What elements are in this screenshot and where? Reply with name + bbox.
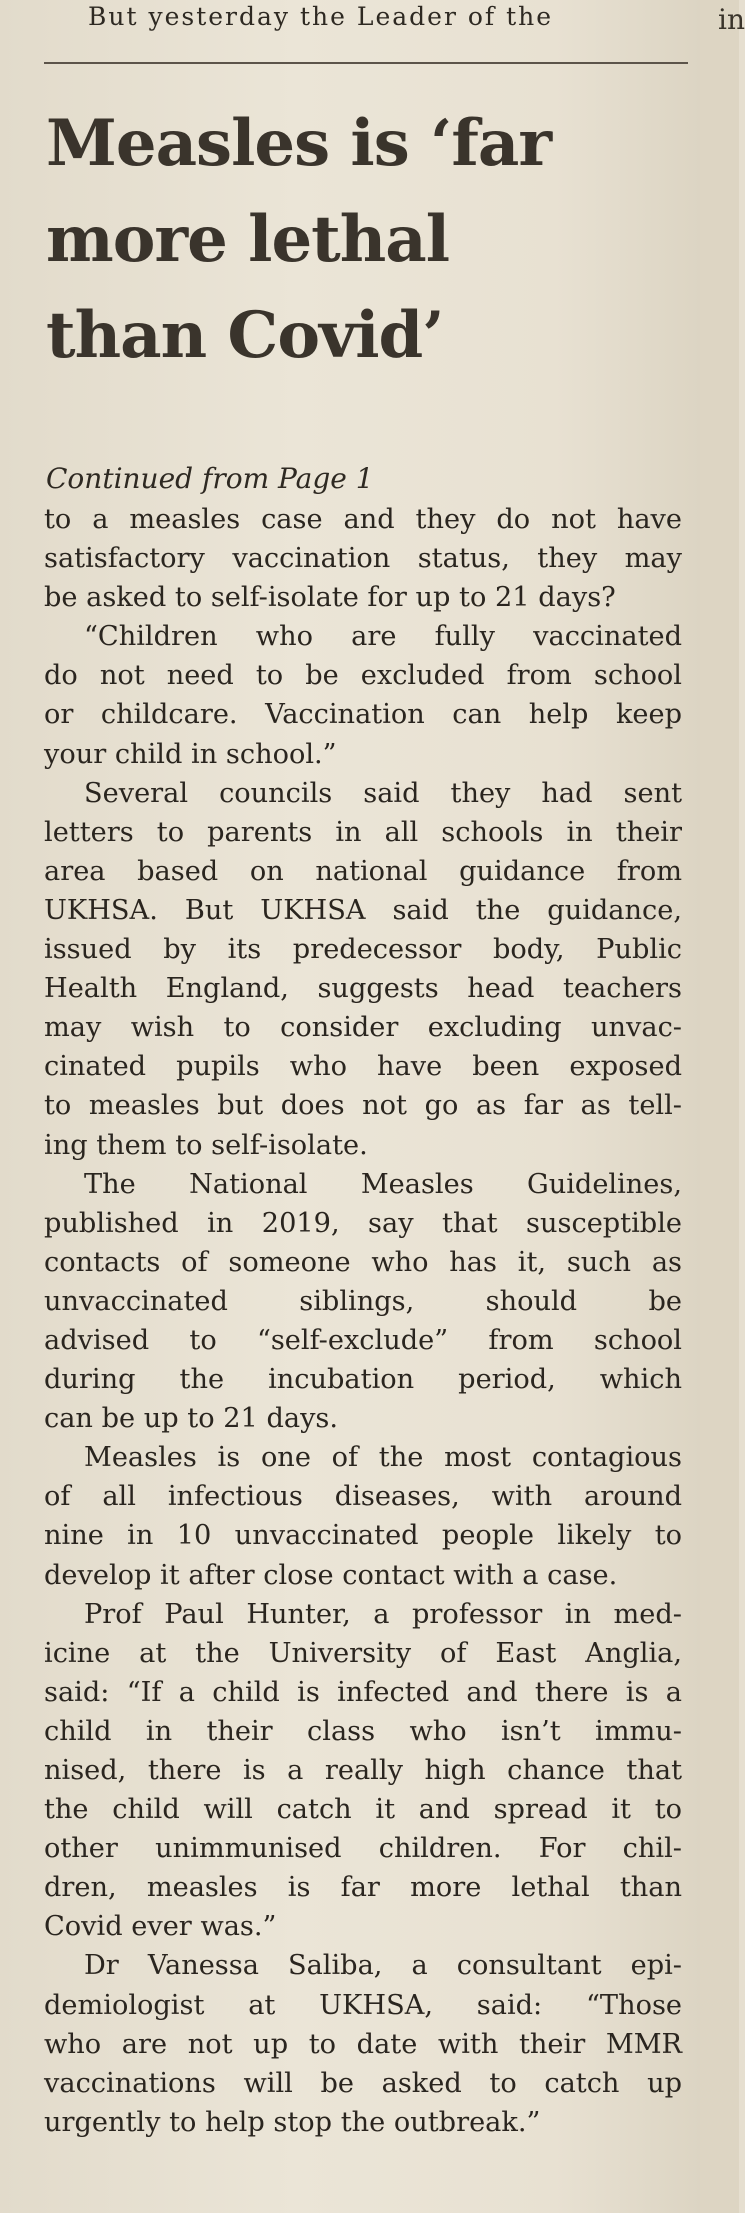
- previous-article-tail: But yesterday the Leader of the: [88, 2, 554, 31]
- article-body: [44, 500, 682, 2142]
- article-line: dren, measles is far more lethal than: [44, 1872, 682, 1904]
- article-line: “Children who are fully vaccinated: [84, 621, 682, 653]
- article-line: child in their class who isn’t immu-: [44, 1715, 682, 1747]
- headline-line: Measles is ‘far: [46, 106, 552, 181]
- article-line: Prof Paul Hunter, a professor in med-: [84, 1598, 682, 1630]
- article-line: ing them to self-isolate.: [44, 1129, 368, 1161]
- article-line: advised to “self-exclude” from school: [44, 1324, 682, 1356]
- article-line: demiologist at UKHSA, said: “Those: [44, 1989, 682, 2021]
- article-line: area based on national guidance from: [44, 855, 682, 887]
- article-line: Health England, suggests head teachers: [44, 973, 682, 1005]
- article-line: satisfactory vaccination status, they may: [44, 543, 682, 575]
- article-line: UKHSA. But UKHSA said the guidance,: [44, 894, 682, 926]
- article-line: Covid ever was.”: [44, 1911, 277, 1943]
- article-line: published in 2019, say that susceptible: [44, 1207, 682, 1239]
- article-paragraph: [44, 1595, 682, 1947]
- article-line: or childcare. Vaccination can help keep: [44, 699, 682, 731]
- article-line: other unimmunised children. For chil-: [44, 1833, 682, 1865]
- article-paragraph: [44, 1165, 682, 1439]
- article-paragraph: [44, 617, 682, 773]
- article-line: cinated pupils who have been exposed: [44, 1051, 682, 1083]
- article-line: Dr Vanessa Saliba, a consultant epi-: [84, 1950, 682, 1982]
- article-line: can be up to 21 days.: [44, 1403, 339, 1435]
- article-line: urgently to help stop the outbreak.”: [44, 2106, 541, 2138]
- article-line: The National Measles Guidelines,: [84, 1168, 682, 1200]
- article-line: letters to parents in all schools in their: [44, 816, 682, 848]
- article-line: develop it after close contact with a case.: [44, 1559, 618, 1591]
- article-line: nised, there is a really high chance that: [44, 1755, 682, 1786]
- article-line: said: “If a child is infected and there is a: [44, 1676, 682, 1708]
- article-line: of all infectious diseases, with around: [44, 1481, 682, 1513]
- continued-from-label: Continued from Page 1: [46, 462, 374, 495]
- article-line: issued by its predecessor body, Public: [44, 934, 682, 966]
- article-line: icine at the University of East Anglia,: [44, 1637, 682, 1669]
- article-paragraph: [44, 774, 682, 1165]
- headline-line: more lethal: [46, 202, 450, 277]
- article-line: vaccinations will be asked to catch up: [44, 2067, 682, 2099]
- article-headline: [46, 96, 686, 384]
- article-line: to measles but does not go as far as tell-: [44, 1090, 682, 1122]
- article-line: to a measles case and they do not have: [44, 504, 682, 535]
- article-paragraph: [44, 500, 682, 617]
- article-line: unvaccinated siblings, should be: [44, 1285, 682, 1317]
- article-line: the child will catch it and spread it to: [44, 1794, 682, 1826]
- headline-line: than Covid’: [46, 298, 444, 373]
- article-line: contacts of someone who has it, such as: [44, 1246, 682, 1278]
- article-line: be asked to self-isolate for up to 21 days?: [44, 582, 616, 614]
- article-line: who are not up to date with their MMR: [44, 2028, 682, 2060]
- article-line: may wish to consider excluding unvac-: [44, 1012, 682, 1044]
- article-line: Several councils said they had sent: [84, 777, 682, 809]
- adjacent-column-text: in: [718, 3, 745, 36]
- article-line: your child in school.”: [44, 738, 337, 770]
- adjacent-column: [700, 0, 745, 2213]
- article-paragraph: [44, 1438, 682, 1594]
- section-divider: [44, 62, 688, 64]
- article-line: do not need to be excluded from school: [44, 660, 682, 692]
- article-line: Measles is one of the most contagious: [84, 1442, 682, 1474]
- article-line: nine in 10 unvaccinated people likely to: [44, 1520, 682, 1552]
- article-paragraph: [44, 1946, 682, 2141]
- article-line: during the incubation period, which: [44, 1364, 682, 1396]
